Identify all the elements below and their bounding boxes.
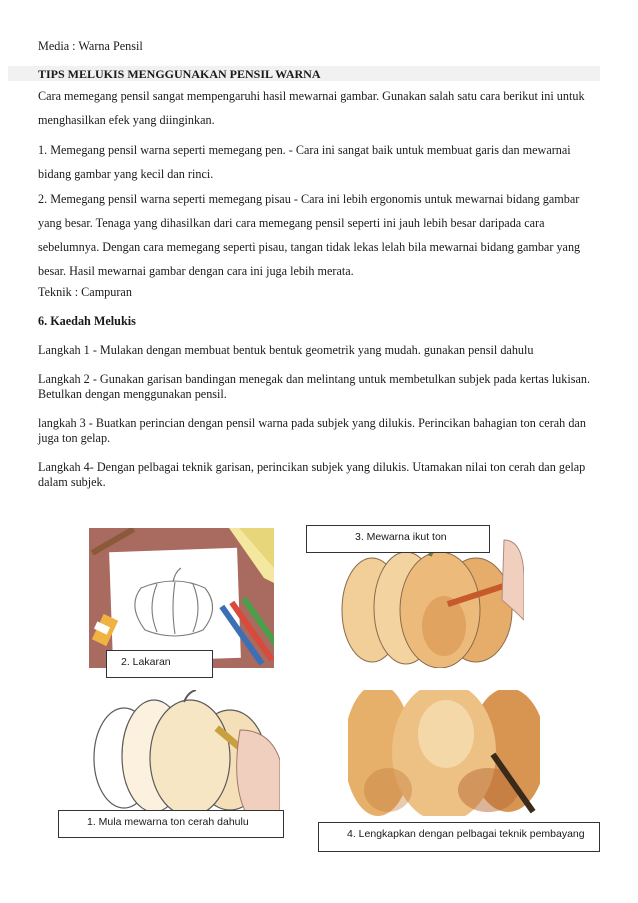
caption-2: 2. Lakaran xyxy=(106,650,213,678)
step-4: Langkah 4- Dengan pelbagai teknik garisan, perincikan subjek yang dilukis. Utamakan nilai ton cerah dan gelap dalam subjek. xyxy=(38,460,586,489)
figure-shading xyxy=(348,690,540,816)
teknik-line: Teknik : Campuran xyxy=(38,285,132,299)
tip-2-paragraph: 2. Memegang pensil warna seperti memegang pisau - Cara ini lebih ergonomis untuk mewarnai bidang gambar yang besar. Tenaga yang dihasilkan dari cara memegang pensil seperti ini jauh lebih besar daripada cara sebelumnya. Dengan cara memegang seperti pisau, tangan tidak lekas lelah bila mewarnai bidang gambar yang besar. Hasil mewarnai gambar dengan cara ini juga lebih merata. xyxy=(38,192,581,278)
tips-title: TIPS MELUKIS MENGGUNAKAN PENSIL WARNA xyxy=(38,67,321,81)
media-line: Media : Warna Pensil xyxy=(38,39,143,53)
step-2: Langkah 2 - Gunakan garisan bandingan menegak dan melintang untuk membetulkan subjek pada kertas lukisan. Betulkan dengan menggunakan pensil. xyxy=(38,372,591,401)
figure-light-tone xyxy=(90,690,280,820)
tip-1-paragraph: 1. Memegang pensil warna seperti memegang pen. - Cara ini sangat baik untuk membuat garis dan mewarnai bidang gambar yang kecil dan rinci. xyxy=(38,143,571,181)
intro-paragraph: Cara memegang pensil sangat mempengaruhi hasil mewarnai gambar. Gunakan salah satu cara berikut ini untuk menghasilkan efek yang diinginkan. xyxy=(38,89,585,127)
step-1: Langkah 1 - Mulakan dengan membuat bentuk bentuk geometrik yang mudah. gunakan pensil dahulu xyxy=(38,343,534,357)
kaedah-title: 6. Kaedah Melukis xyxy=(38,314,136,328)
caption-1: 1. Mula mewarna ton cerah dahulu xyxy=(58,810,284,838)
figure-sketch xyxy=(89,528,274,668)
caption-3: 3. Mewarna ikut ton xyxy=(306,525,490,553)
step-3: langkah 3 - Buatkan perincian dengan pensil warna pada subjek yang dilukis. Perincikan bahagian ton cerah dan juga ton gelap. xyxy=(38,416,586,445)
caption-4: 4. Lengkapkan dengan pelbagai teknik pembayang xyxy=(318,822,600,852)
